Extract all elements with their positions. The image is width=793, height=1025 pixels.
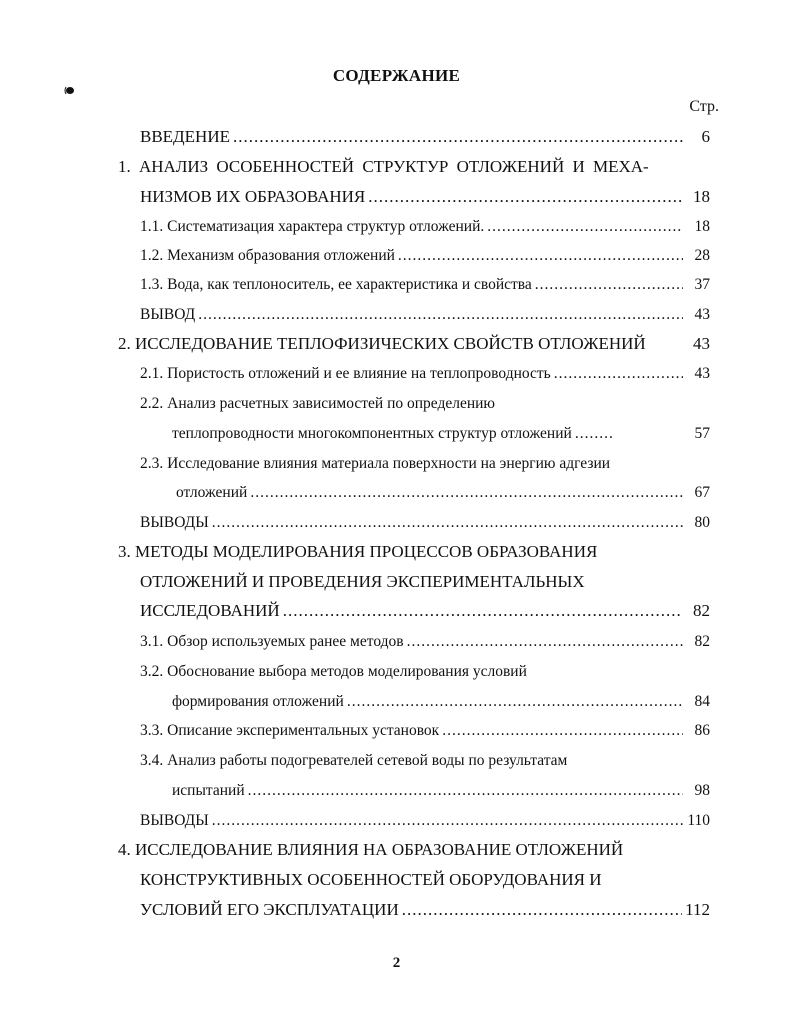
toc-entry: формирования отложений ..... 84: [172, 691, 710, 713]
page-column-label: Стр.: [689, 98, 719, 115]
toc-entry: ОТЛОЖЕНИЙ И ПРОВЕДЕНИЯ ЭКСПЕРИМЕНТАЛЬНЫХ: [140, 572, 585, 591]
toc-entry: ИССЛЕДОВАНИЙ ..... 82: [140, 600, 710, 622]
toc-entry: 3.1. Обзор используемых ранее методов ..... 82: [140, 631, 710, 653]
toc-entry: 1.2. Механизм образования отложений ..... 28: [140, 245, 710, 267]
toc-entry: 1. АНАЛИЗ ОСОБЕННОСТЕЙ СТРУКТУР ОТЛОЖЕНИЙ И МЕХА-: [118, 157, 649, 176]
scan-mark-icon: [64, 86, 75, 95]
toc-entry: испытаний ..... 98: [172, 780, 710, 802]
toc-entry: 2.3. Исследование влияния материала поверхности на энергию адгезии: [140, 455, 611, 472]
toc-entry: теплопроводности многокомпонентных структур отложений ..... 57: [172, 423, 710, 445]
toc-entry: УСЛОВИЙ ЕГО ЭКСПЛУАТАЦИИ ..... 112: [140, 899, 710, 921]
toc-entry: ВЫВОДЫ ..... 110: [140, 810, 710, 832]
toc-entry: отложений ..... 67: [176, 482, 710, 504]
toc-entry: ВЫВОД ..... 43: [140, 304, 710, 326]
toc-entry: 2. ИССЛЕДОВАНИЕ ТЕПЛОФИЗИЧЕСКИХ СВОЙСТВ ОТЛОЖЕНИЙ 43: [118, 334, 710, 353]
toc-entry: 3.2. Обоснование выбора методов моделирования условий: [140, 663, 527, 680]
toc-entry: 2.2. Анализ расчетных зависимостей по определению: [140, 395, 496, 412]
toc-entry: НИЗМОВ ИХ ОБРАЗОВАНИЯ ..... 18: [140, 186, 710, 208]
page-number: 2: [392, 955, 401, 971]
toc-entry: ВВЕДЕНИЕ ..... 6: [140, 126, 710, 148]
page-title: СОДЕРЖАНИЕ: [332, 66, 461, 85]
toc-entry: ВЫВОДЫ ..... 80: [140, 512, 710, 534]
toc-entry: 4. ИССЛЕДОВАНИЕ ВЛИЯНИЯ НА ОБРАЗОВАНИЕ ОТЛОЖЕНИЙ: [118, 840, 624, 859]
toc-entry: 3. МЕТОДЫ МОДЕЛИРОВАНИЯ ПРОЦЕССОВ ОБРАЗОВАНИЯ: [118, 542, 598, 561]
toc-entry: 3.4. Анализ работы подогревателей сетевой воды по результатам: [140, 752, 568, 769]
toc-entry: 2.1. Пористость отложений и ее влияние на теплопроводность ..... 43: [140, 363, 710, 385]
toc-entry: 1.1. Систематизация характера структур отложений. ..... 18: [140, 216, 710, 238]
toc-entry: КОНСТРУКТИВНЫХ ОСОБЕННОСТЕЙ ОБОРУДОВАНИЯ И: [140, 870, 602, 889]
toc-entry: 1.3. Вода, как теплоноситель, ее характеристика и свойства ..... 37: [140, 274, 710, 296]
toc-entry: 3.3. Описание экспериментальных установок ..... 86: [140, 720, 710, 742]
